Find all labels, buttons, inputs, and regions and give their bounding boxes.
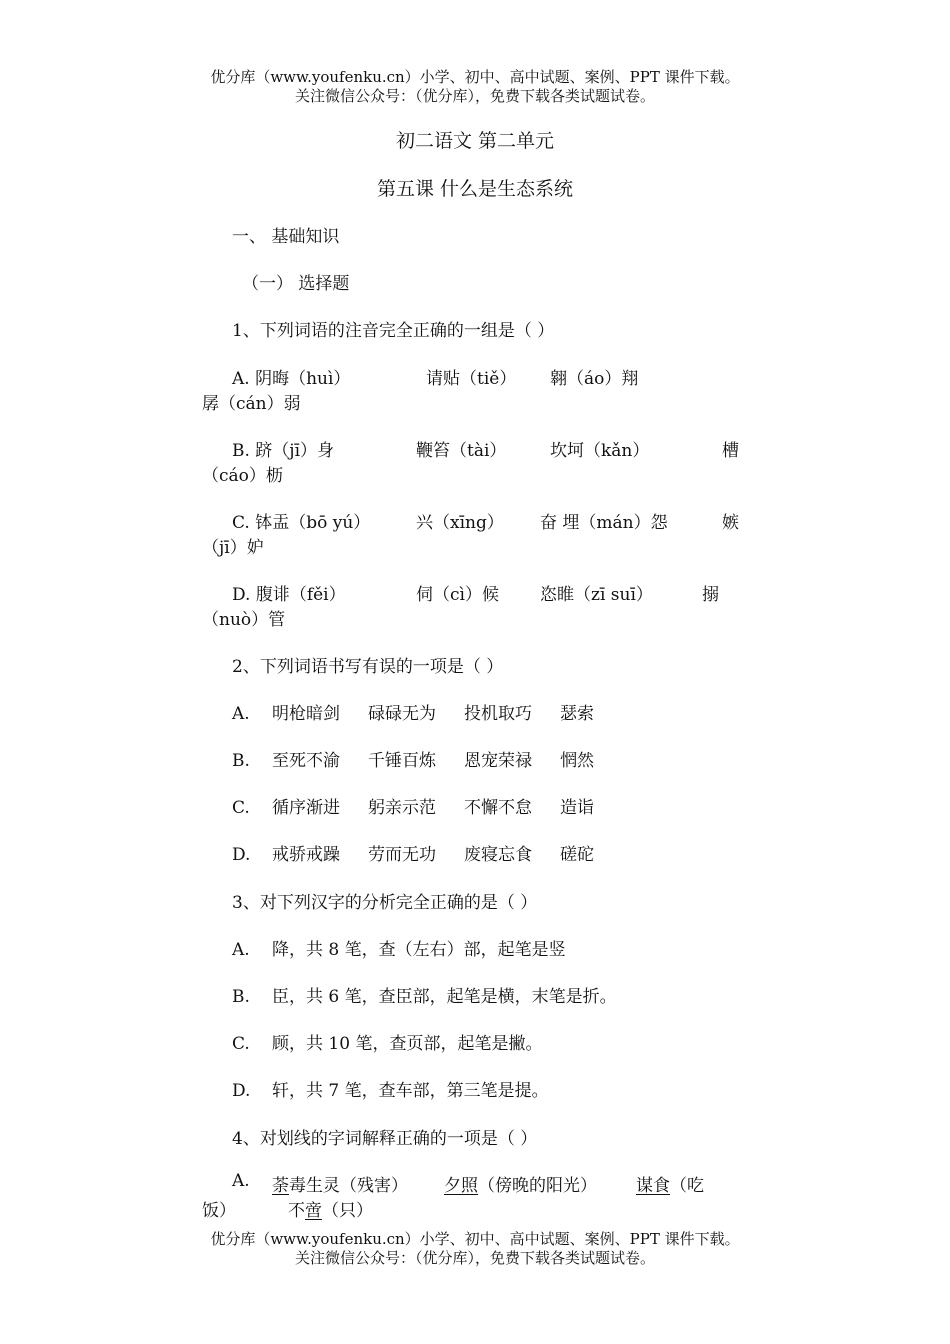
- subsection-heading: （一） 选择题: [242, 274, 350, 294]
- page-subtitle: 第五课 什么是生态系统: [376, 178, 574, 200]
- q1-b-item-1: B. 跻（jī）身: [232, 441, 335, 461]
- q1-b-item-5: （cáo）枥: [202, 466, 283, 486]
- q3-a-label: A.: [232, 940, 250, 960]
- page-title: 初二语文 第二单元: [395, 130, 555, 152]
- q2-c-word-2: 躬亲示范: [368, 798, 436, 818]
- q3-d-text: 轩，共 7 笔，查车部，第三笔是提。: [272, 1081, 549, 1101]
- q1-d-item-5: （nuò）管: [202, 610, 286, 630]
- q2-d-word-1: 戒骄戒躁: [272, 845, 340, 865]
- q2-d-word-4: 磋砣: [560, 845, 594, 865]
- header-line-1: 优分库（www.youfenku.cn）小学、初中、高中试题、案例、PPT 课件下载。: [210, 68, 740, 86]
- q1-b-item-3: 坎坷（kǎn）: [550, 441, 650, 461]
- q3-d-label: D.: [232, 1081, 251, 1101]
- q1-b-item-4: 槽: [722, 441, 739, 461]
- q2-b-word-4: 惘然: [560, 751, 594, 771]
- q1-a-item-1: A. 阴晦（huì）: [232, 369, 351, 389]
- q2-b-word-1: 至死不渝: [272, 751, 340, 771]
- q3-c-label: C.: [232, 1034, 250, 1054]
- q4-a-item-2-underlined: 夕照: [444, 1176, 478, 1196]
- q1-a-item-4: 孱（cán）弱: [202, 394, 301, 414]
- q2-option-c: [232, 793, 594, 818]
- page-footer: [0, 1230, 950, 1268]
- q2-a-label: A.: [232, 704, 250, 724]
- question-1-stem: 1、下列词语的注音完全正确的一组是（ ）: [232, 321, 555, 341]
- q4-option-a-label: A.: [232, 1171, 250, 1191]
- q4-a-item-1-underlined: 荼: [272, 1176, 289, 1196]
- header-line-2: 关注微信公众号：（优分库），免费下载各类试题试卷。: [294, 87, 655, 105]
- q2-d-word-2: 劳而无功: [368, 845, 436, 865]
- q2-d-label: D.: [232, 845, 251, 865]
- q1-b-item-2: 鞭笞（tài）: [416, 441, 507, 461]
- q2-a-word-1: 明枪暗剑: [272, 704, 340, 724]
- q3-option-c: [232, 1029, 542, 1054]
- q1-d-item-3: 恣睢（zī suī）: [540, 585, 653, 605]
- q4-a-item-4: [288, 1196, 373, 1221]
- q1-c-item-4: 嫉: [722, 513, 739, 533]
- page-header: [0, 68, 950, 106]
- q4-a-item-3: [636, 1171, 704, 1196]
- q2-option-b: [232, 746, 594, 771]
- q3-option-a: [232, 935, 566, 960]
- q1-a-item-2: 请贴（tiě）: [426, 369, 517, 389]
- q2-d-word-3: 废寝忘食: [464, 845, 532, 865]
- q3-b-label: B.: [232, 987, 250, 1007]
- footer-line-2: 关注微信公众号：（优分库），免费下载各类试题试卷。: [294, 1249, 655, 1267]
- q2-option-a: [232, 699, 594, 724]
- question-4-stem: 4、对划线的字词解释正确的一项是（ ）: [232, 1129, 538, 1149]
- q2-b-word-3: 恩宠荣禄: [464, 751, 532, 771]
- q3-c-text: 顾，共 10 笔，查页部，起笔是撇。: [272, 1034, 543, 1054]
- q4-a-item-3-rest: （吃: [670, 1176, 704, 1196]
- q2-a-word-2: 碌碌无为: [368, 704, 436, 724]
- q3-a-text: 降，共 8 笔，查（左右）部，起笔是竖: [272, 940, 566, 960]
- q4-a-item-2: [444, 1171, 597, 1196]
- q3-option-b: [232, 982, 617, 1007]
- q4-a-item-2-rest: （傍晚的阳光）: [478, 1176, 597, 1196]
- q1-d-item-4: 搦: [702, 585, 719, 605]
- q4-a-item-1: [272, 1171, 408, 1196]
- section-heading: 一、 基础知识: [232, 227, 340, 247]
- q4-a-item-1-rest: 毒生灵（残害）: [289, 1176, 408, 1196]
- q1-c-item-3: 奋 埋（mán）怨: [540, 513, 668, 533]
- q2-option-d: [232, 840, 594, 865]
- footer-line-1: 优分库（www.youfenku.cn）小学、初中、高中试题、案例、PPT 课件下载。: [210, 1230, 740, 1248]
- q1-c-item-2: 兴（xīng）: [416, 513, 504, 533]
- q3-b-text: 臣，共 6 笔，查臣部，起笔是横，末笔是折。: [272, 987, 617, 1007]
- q1-d-item-1: D. 腹诽（fěi）: [232, 585, 346, 605]
- q2-a-word-3: 投机取巧: [464, 704, 532, 724]
- q1-c-item-1: C. 钵盂（bō yú）: [232, 513, 371, 533]
- q1-a-item-3: 翱（áo）翔: [550, 369, 639, 389]
- q2-c-word-3: 不懈不怠: [464, 798, 532, 818]
- q4-a-item-3-underlined: 谋食: [636, 1176, 670, 1196]
- question-2-stem: 2、下列词语书写有误的一项是（ ）: [232, 657, 504, 677]
- q4-a-item-4-pre: 不: [288, 1201, 305, 1221]
- q2-c-word-1: 循序渐进: [272, 798, 340, 818]
- q2-c-label: C.: [232, 798, 250, 818]
- q2-a-word-4: 瑟索: [560, 704, 594, 724]
- question-3-stem: 3、对下列汉字的分析完全正确的是（ ）: [232, 893, 538, 913]
- q1-c-item-5: （jī）妒: [202, 538, 264, 558]
- q2-b-word-2: 千锤百炼: [368, 751, 436, 771]
- q2-b-label: B.: [232, 751, 250, 771]
- q3-option-d: [232, 1076, 549, 1101]
- q2-c-word-4: 造诣: [560, 798, 594, 818]
- q1-option-a: [232, 364, 350, 389]
- q4-a-item-4-rest: （只）: [322, 1201, 373, 1221]
- q4-a-item-3-cont: 饭）: [202, 1201, 236, 1221]
- q4-a-item-4-underlined: 啻: [305, 1201, 322, 1221]
- q1-d-item-2: 伺（cì）候: [416, 585, 499, 605]
